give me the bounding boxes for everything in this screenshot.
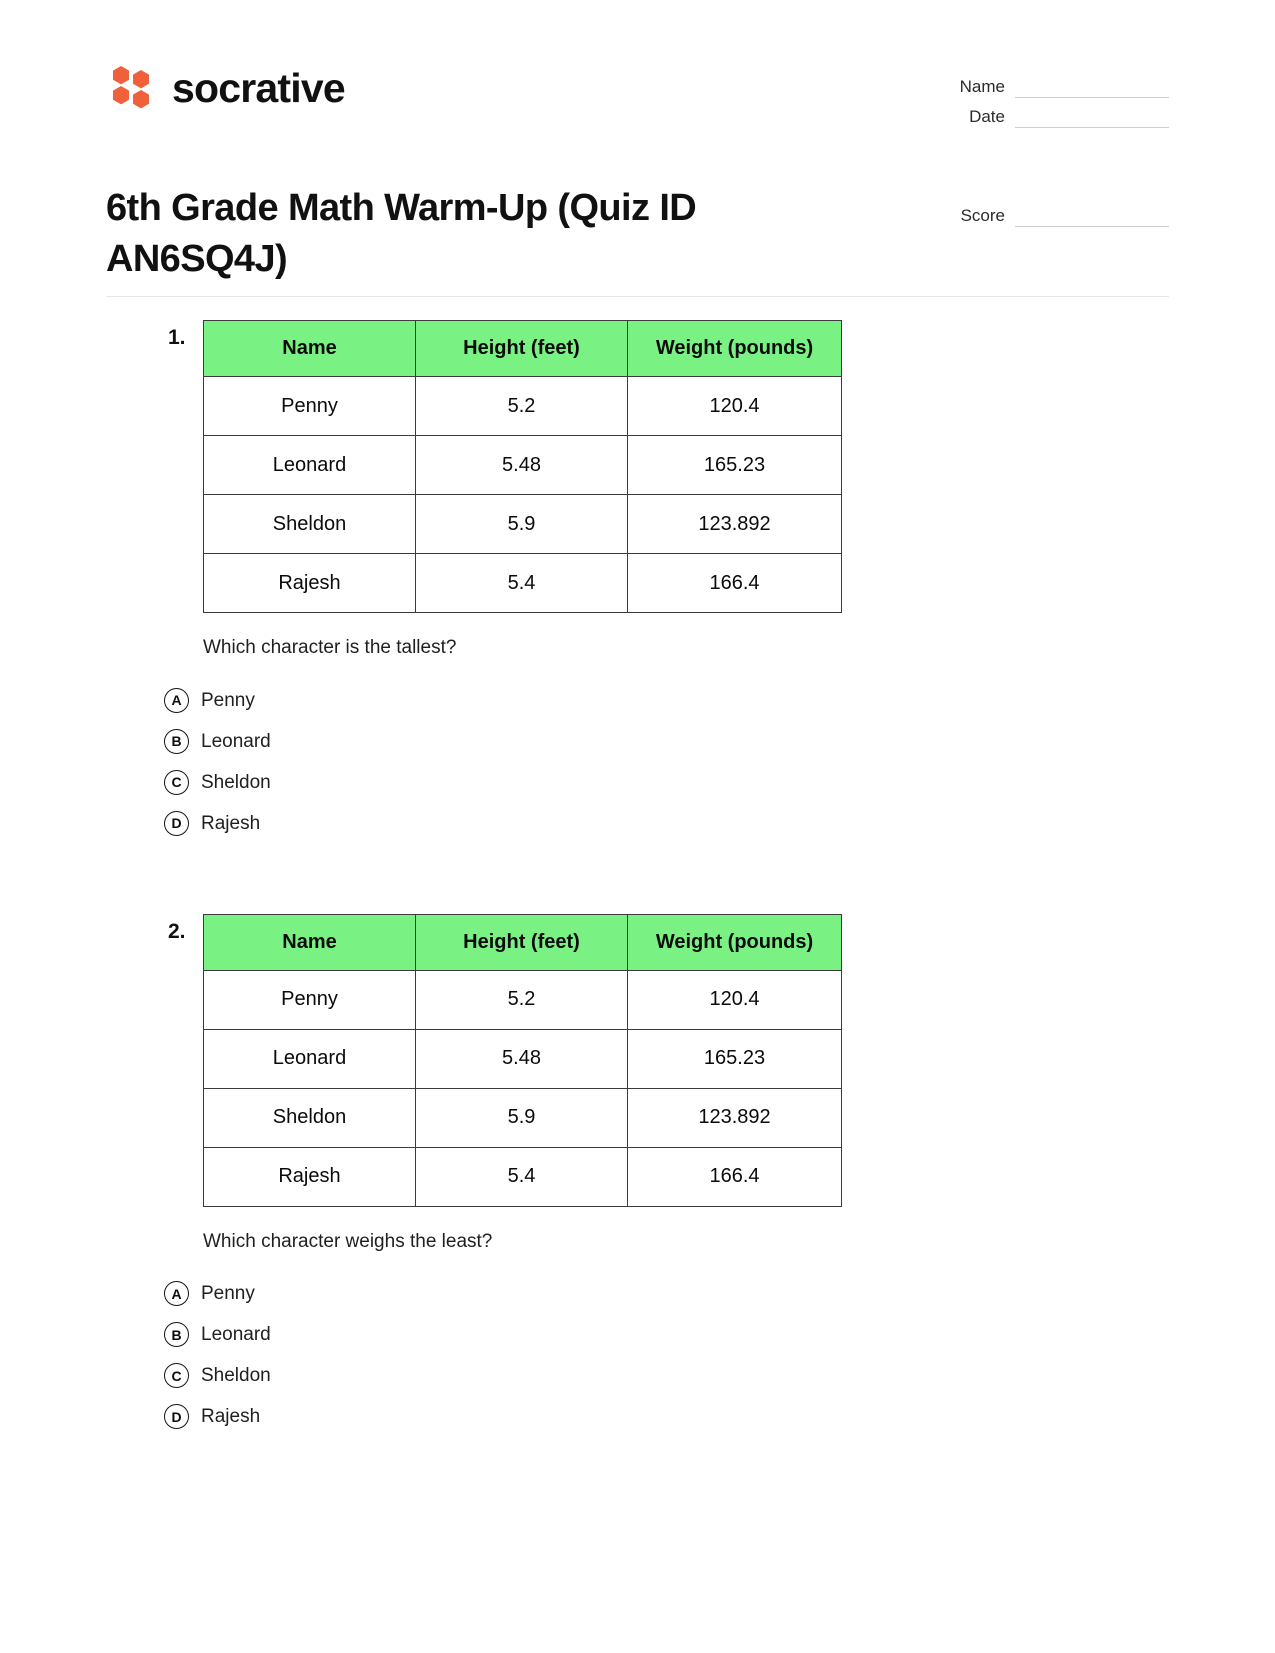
cell-weight: 120.4: [628, 970, 842, 1029]
answer-option-b[interactable]: [164, 721, 1169, 762]
cell-height: 5.2: [416, 377, 628, 436]
cell-name: Leonard: [204, 436, 416, 495]
table-row: [204, 495, 842, 554]
date-row: [927, 98, 1169, 128]
question-prompt: Which character weighs the least?: [203, 1230, 493, 1252]
cell-name: Penny: [204, 377, 416, 436]
option-bubble-a[interactable]: A: [164, 1281, 189, 1306]
table-row: [204, 554, 842, 613]
option-bubble-a[interactable]: A: [164, 688, 189, 713]
answer-options: [164, 1273, 1169, 1437]
option-label-a: Penny: [201, 1283, 255, 1305]
answer-option-c[interactable]: [164, 1355, 1169, 1396]
cell-height: 5.4: [416, 1147, 628, 1206]
student-meta-block: [927, 68, 1169, 227]
column-header-weight: Weight (pounds): [628, 914, 842, 970]
column-header-name: Name: [204, 321, 416, 377]
option-label-c: Sheldon: [201, 771, 271, 793]
score-row: [927, 197, 1169, 227]
brand-name: socrative: [172, 64, 345, 111]
answer-options: [164, 680, 1169, 844]
option-bubble-d[interactable]: D: [164, 811, 189, 836]
table-header-row: [204, 914, 842, 970]
cell-name: Penny: [204, 970, 416, 1029]
cell-name: Rajesh: [204, 554, 416, 613]
question-prompt: Which character is the tallest?: [203, 637, 457, 658]
column-header-height: Height (feet): [416, 321, 628, 377]
option-bubble-c[interactable]: C: [164, 770, 189, 795]
page-title: 6th Grade Math Warm-Up (Quiz ID AN6SQ4J): [106, 187, 697, 280]
option-label-b: Leonard: [201, 1324, 271, 1346]
answer-option-a[interactable]: [164, 680, 1169, 721]
cell-name: Rajesh: [204, 1147, 416, 1206]
cell-height: 5.2: [416, 970, 628, 1029]
name-label: Name: [959, 77, 1005, 96]
table-row: [204, 377, 842, 436]
cell-weight: 165.23: [628, 436, 842, 495]
question-1-data-table: [203, 320, 842, 613]
socrative-brand: [106, 62, 345, 114]
answer-option-a[interactable]: [164, 1273, 1169, 1314]
date-input-line[interactable]: [1015, 126, 1169, 128]
score-input-line[interactable]: [1015, 225, 1169, 227]
cell-height: 5.9: [416, 1088, 628, 1147]
cell-height: 5.9: [416, 495, 628, 554]
cell-weight: 166.4: [628, 1147, 842, 1206]
cell-weight: 123.892: [628, 1088, 842, 1147]
answer-option-d[interactable]: [164, 803, 1169, 844]
answer-option-c[interactable]: [164, 762, 1169, 803]
table-row: [204, 1088, 842, 1147]
option-label-d: Rajesh: [201, 812, 261, 834]
question-number: 1.: [168, 326, 186, 349]
cell-weight: 120.4: [628, 377, 842, 436]
option-label-b: Leonard: [201, 730, 271, 752]
answer-option-d[interactable]: [164, 1396, 1169, 1437]
cell-name: Sheldon: [204, 1088, 416, 1147]
score-label: Score: [960, 206, 1005, 225]
cell-height: 5.48: [416, 436, 628, 495]
option-label-a: Penny: [201, 689, 255, 711]
answer-option-b[interactable]: [164, 1314, 1169, 1355]
column-header-height: Height (feet): [416, 914, 628, 970]
header-divider: [106, 296, 1169, 297]
option-bubble-c[interactable]: C: [164, 1363, 189, 1388]
cell-weight: 165.23: [628, 1029, 842, 1088]
cell-height: 5.48: [416, 1029, 628, 1088]
table-row: [204, 436, 842, 495]
cell-height: 5.4: [416, 554, 628, 613]
question-number: 2.: [168, 919, 186, 943]
socrative-hexagon-logo-icon: [106, 62, 158, 114]
name-row: [927, 68, 1169, 98]
table-row: [204, 1029, 842, 1088]
column-header-weight: Weight (pounds): [628, 321, 842, 377]
cell-name: Leonard: [204, 1029, 416, 1088]
question-2: [106, 914, 1169, 1438]
option-bubble-b[interactable]: B: [164, 1322, 189, 1347]
option-label-c: Sheldon: [201, 1365, 271, 1387]
date-label: Date: [969, 107, 1005, 126]
cell-weight: 166.4: [628, 554, 842, 613]
option-bubble-b[interactable]: B: [164, 729, 189, 754]
worksheet-header: [106, 0, 1169, 280]
question-1: [106, 320, 1169, 844]
table-header-row: [204, 321, 842, 377]
question-2-data-table: [203, 914, 842, 1207]
question-list: [106, 320, 1169, 1507]
table-row: [204, 1147, 842, 1206]
column-header-name: Name: [204, 914, 416, 970]
cell-name: Sheldon: [204, 495, 416, 554]
name-input-line[interactable]: [1015, 96, 1169, 98]
table-row: [204, 970, 842, 1029]
option-bubble-d[interactable]: D: [164, 1404, 189, 1429]
option-label-d: Rajesh: [201, 1406, 261, 1428]
cell-weight: 123.892: [628, 495, 842, 554]
